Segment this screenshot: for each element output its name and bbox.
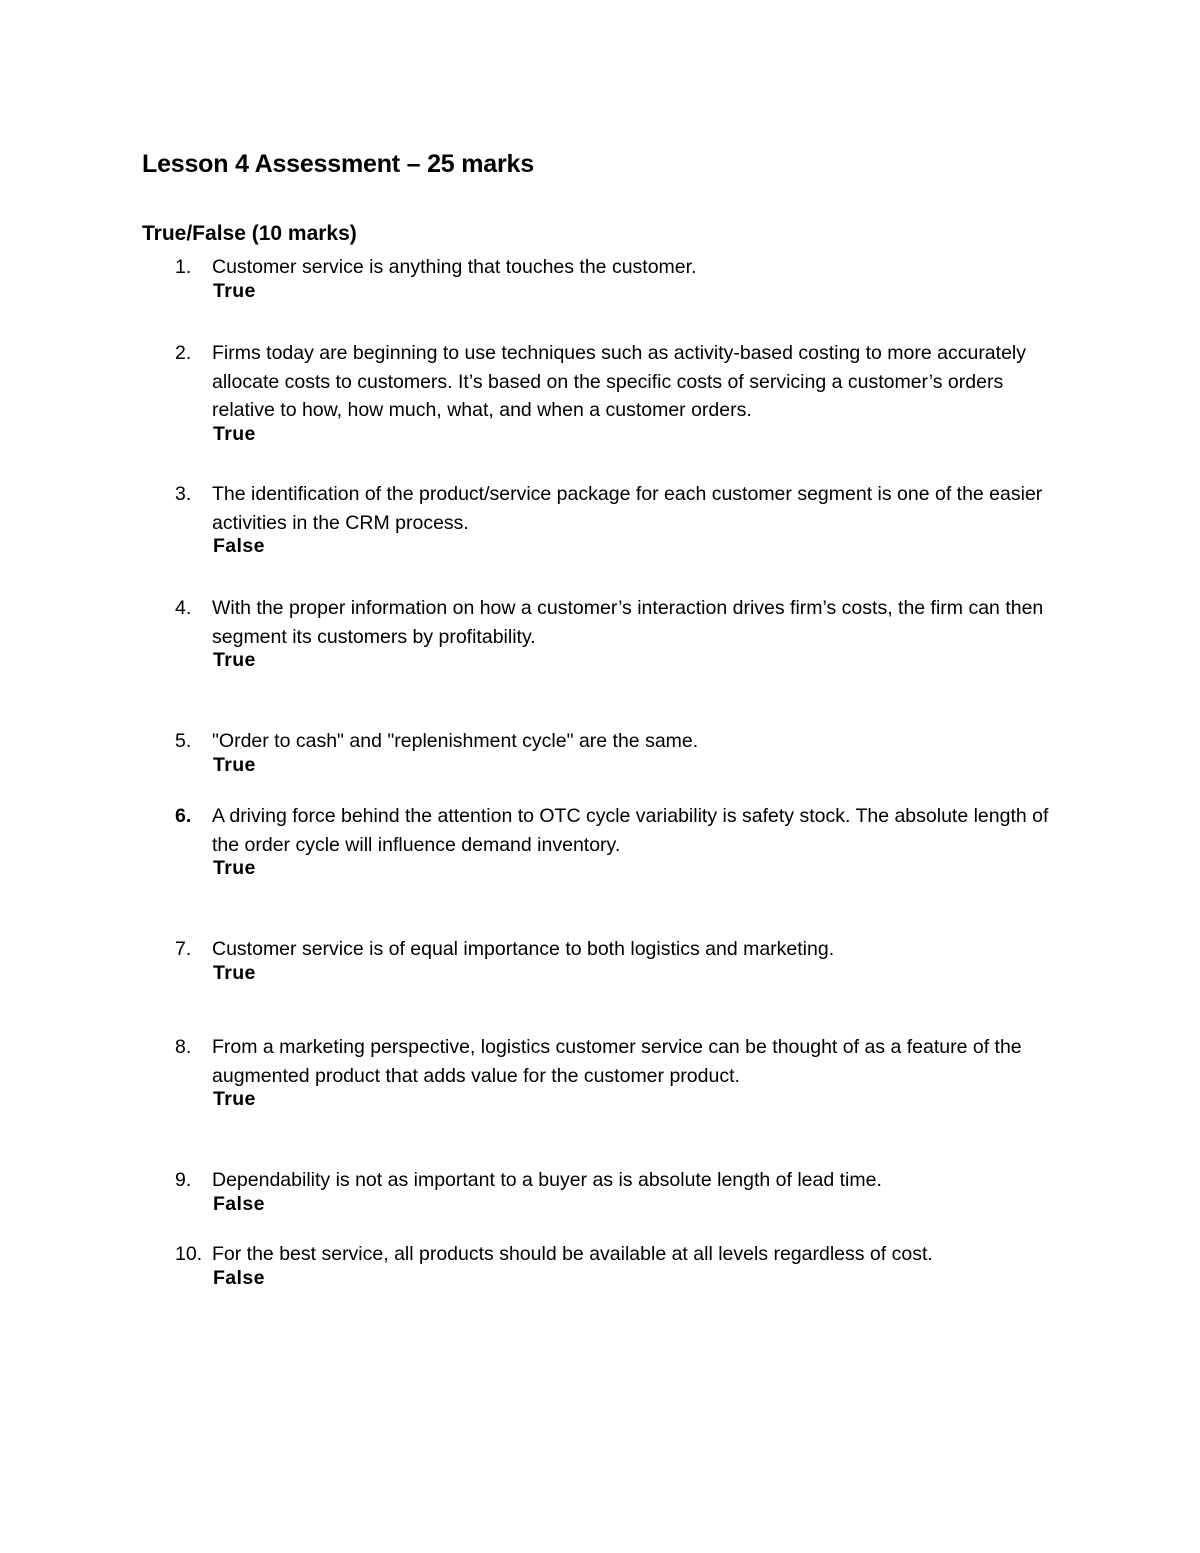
question-text: Dependability is not as important to a buyer as is absolute length of lead time.	[212, 1169, 882, 1191]
question-text: Firms today are beginning to use techniques such as activity-based costing to more accurately allocate costs to customers. It’s based on the specific costs of servicing a customer’s orders relative to how, how much, what, and when a customer orders.	[212, 342, 1027, 421]
question-item	[175, 935, 1065, 986]
question-item	[175, 594, 1065, 673]
question-text: A driving force behind the attention to OTC cycle variability is safety stock. The absolute length of the order cycle will influence demand inventory.	[212, 805, 1049, 856]
question-answer: True	[213, 961, 256, 984]
question-answer: True	[213, 857, 256, 879]
question-number: 4.	[175, 597, 192, 619]
question-text: With the proper information on how a customer’s interaction drives firm’s costs, the firm can then segment its customers by profitability.	[212, 597, 1044, 648]
question-item	[175, 253, 1065, 304]
question-answer: True	[213, 1088, 256, 1110]
question-item	[175, 339, 1065, 447]
question-answer: True	[213, 279, 256, 302]
question-number: 7.	[175, 938, 192, 960]
question-answer: True	[213, 753, 256, 776]
question-number: 9.	[175, 1169, 192, 1191]
question-text: For the best service, all products should be available at all levels regardless of cost.	[212, 1243, 933, 1265]
question-number: 3.	[175, 483, 192, 505]
question-text: From a marketing perspective, logistics customer service can be thought of as a feature of the augmented product that adds value for the customer product.	[212, 1036, 1022, 1087]
question-item	[175, 802, 1065, 881]
question-text: "Order to cash" and "replenishment cycle" are the same.	[212, 730, 699, 752]
question-answer: False	[213, 535, 265, 557]
question-number: 2.	[175, 342, 192, 364]
question-number: 5.	[175, 730, 192, 752]
question-text: Customer service is of equal importance to both logistics and marketing.	[212, 938, 835, 960]
question-number: 1.	[175, 256, 192, 278]
question-item	[175, 1166, 1065, 1217]
question-number: 10.	[175, 1243, 203, 1265]
question-item	[175, 1240, 1065, 1291]
question-text: The identification of the product/service package for each customer segment is one of the easier activities in the CRM process.	[212, 483, 1043, 534]
question-text: Customer service is anything that touches the customer.	[212, 256, 697, 278]
section-heading: True/False (10 marks)	[142, 222, 357, 245]
question-number: 8.	[175, 1036, 192, 1058]
question-answer: False	[213, 1192, 265, 1215]
question-answer: False	[213, 1266, 265, 1289]
question-answer: True	[213, 422, 256, 445]
document-title: Lesson 4 Assessment – 25 marks	[142, 150, 534, 178]
question-item	[175, 480, 1065, 559]
question-number: 6.	[175, 805, 192, 827]
question-answer: True	[213, 649, 256, 671]
question-item	[175, 727, 1065, 778]
question-item	[175, 1033, 1065, 1112]
